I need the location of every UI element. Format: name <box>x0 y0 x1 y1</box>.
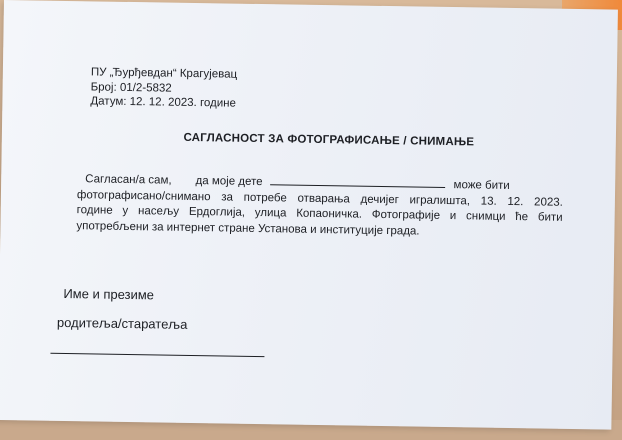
consent-line-2: фотографисано/снимано за потребе отварања дечијег игралишта, 13. 12. 2023. <box>76 188 563 209</box>
child-name-blank[interactable] <box>271 174 446 188</box>
document-date: Датум: 12. 12. 2023. године <box>90 95 237 110</box>
consent-line-3: године у насељу Ердоглија, улица Копаоничка. Фотографије и снимци ће бити <box>76 204 563 224</box>
consent-text-may-be: може бити <box>453 179 510 192</box>
signature-name-label: Име и презиме <box>63 285 155 303</box>
consent-line-4: употребљени за интернет стране Установа и институције града. <box>76 219 420 238</box>
signature-line[interactable] <box>50 353 264 357</box>
institution-name: ПУ „Ђурђевдан“ Крагујевац <box>90 66 238 81</box>
consent-text-child: да моје дете <box>195 175 263 189</box>
consent-text-agree: Сагласан/а сам, <box>85 173 172 187</box>
document-header <box>90 65 237 111</box>
signature-role-label: родитеља/старатеља <box>56 314 188 332</box>
document-number: Број: 01/2-5832 <box>90 80 172 95</box>
document-title: САГЛАСНОСТ ЗА ФОТОГРАФИСАЊЕ / СНИМАЊЕ <box>183 131 475 149</box>
consent-body <box>76 171 563 242</box>
